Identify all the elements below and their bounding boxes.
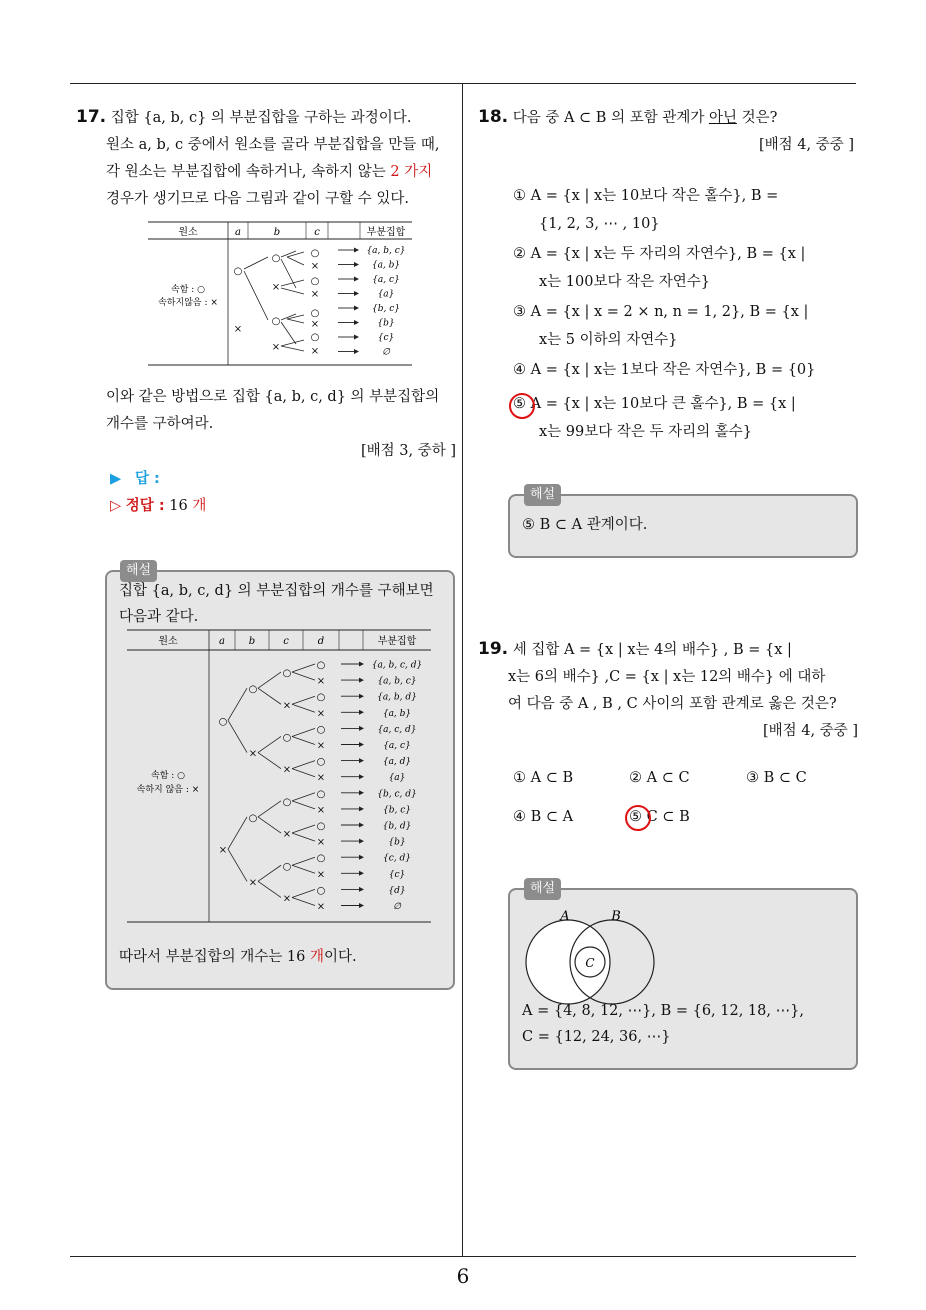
q17-header-a: a: [235, 227, 241, 238]
sol-arrowhead: [359, 774, 364, 779]
sol-arrowhead: [359, 823, 364, 828]
sol-tree-branch: [292, 833, 315, 841]
q19-sol-line1: A = {4, 8, 12, ⋯}, B = {6, 12, 18, ⋯},: [522, 1003, 804, 1019]
svg-text:×: ×: [271, 342, 281, 353]
svg-text:×: ×: [310, 261, 320, 272]
sol-arrowhead: [359, 839, 364, 844]
sol-tree-node: ○: [316, 885, 326, 897]
q18-stem: [478, 104, 854, 132]
sol-tree-branch: [292, 865, 315, 873]
sol-subset-label: {b, c, d}: [377, 789, 417, 800]
q19-choice-1: ① A ⊂ B: [513, 770, 574, 786]
sol-tree-node: ×: [248, 748, 258, 760]
q18-score: [배점 4, 중중 ]: [758, 137, 854, 153]
q17-legend-out: 속하지않음 : ×: [158, 298, 218, 308]
svg-text:○: ○: [310, 332, 320, 343]
q17-arrowhead: [354, 277, 359, 282]
sol-legend-in: 속함 : ○: [151, 771, 185, 781]
sol-tree-node: ○: [316, 756, 326, 768]
sol-tree-branch: [258, 817, 281, 833]
svg-text:×: ×: [310, 289, 320, 300]
sol-tree-branch: [292, 897, 315, 905]
sol-tree-branch: [292, 889, 315, 897]
sol-arrowhead: [359, 758, 364, 763]
sol-legend-out: 속하지 않음 : ×: [136, 785, 200, 795]
q17-header-subset: 부분집합: [366, 227, 406, 238]
sol-tree-branch: [292, 857, 315, 865]
q17-sol-end-b: 이다.: [323, 949, 357, 965]
q17-subset-label: {b, c}: [372, 304, 400, 314]
sol-arrowhead: [359, 694, 364, 699]
column-divider: [462, 84, 463, 1256]
sol-header-c: c: [283, 636, 289, 647]
q18-choice-1a: ① A = {x | x는 10보다 작은 홀수}, B =: [513, 188, 779, 204]
q19-solution-tag: 해설: [524, 878, 561, 900]
q17-subset-list: [366, 246, 405, 358]
svg-text:○: ○: [310, 308, 320, 319]
q17-line3-text: 각 원소는 부분집합에 속하거나, 속하지 않는: [106, 164, 391, 180]
sol-tree-branch: [258, 865, 281, 881]
q19-sol-line2: C = {12, 24, 36, ⋯}: [522, 1029, 671, 1045]
q17-subset-label: ∅: [382, 347, 390, 358]
sol-tree-node: ×: [316, 901, 326, 913]
q19-choice-2: ② A ⊂ C: [629, 770, 690, 786]
sol-tree-node: ○: [218, 716, 228, 728]
q17-sol-line1: 집합 {a, b, c, d} 의 부분집합의 개수를 구해보면: [119, 583, 434, 599]
q19-score: [배점 4, 중중 ]: [762, 723, 858, 739]
q18-stem-underline: 아닌: [708, 110, 737, 126]
q17-arrowhead: [354, 349, 359, 354]
sol-tree-node: ×: [218, 845, 228, 857]
sol-arrows: [341, 662, 364, 909]
svg-text:○: ○: [271, 316, 281, 327]
sol-subset-label: {c}: [388, 869, 406, 880]
q19-choice-3: ③ B ⊂ C: [746, 770, 807, 786]
q17-tree-nodes: [234, 248, 320, 357]
q19-choice-4: ④ B ⊂ A: [513, 809, 574, 825]
q17-line1: [76, 104, 458, 132]
venn-label-b: B: [611, 909, 621, 924]
sol-tree-node: ×: [316, 869, 326, 881]
svg-text:×: ×: [233, 324, 243, 335]
q17-answer: [110, 466, 410, 520]
q18-choice-3b: x는 5 이하의 자연수}: [539, 332, 678, 348]
q17-arrowhead: [354, 335, 359, 340]
sol-tree-branch: [292, 801, 315, 809]
venn-label-c: C: [585, 956, 595, 970]
sol-tree-node: ○: [316, 724, 326, 736]
q17-number: 17.: [76, 107, 107, 127]
sol-tree-branch: [292, 736, 315, 744]
q19-stem-1: 세 집합 A = {x | x는 4의 배수} , B = {x |: [512, 642, 792, 658]
q17-sol-end-red: 개: [309, 949, 324, 965]
sol-arrowhead: [359, 662, 364, 667]
sol-arrowhead: [359, 742, 364, 747]
q17-body: [106, 384, 456, 465]
q17-line2: 원소 a, b, c 중에서 원소를 골라 부분집합을 만들 때,: [106, 137, 440, 153]
sol-tree-branch: [258, 881, 281, 897]
q19-choice-5: ⑤ C ⊂ B: [629, 809, 690, 825]
sol-subset-label: {a, b}: [382, 708, 412, 719]
sol-arrowhead: [359, 678, 364, 683]
sol-tree-branch: [228, 720, 247, 752]
sol-tree-node: ×: [316, 804, 326, 816]
q17-sol-line2: 다음과 같다.: [119, 609, 199, 625]
sol-subset-label: {a, b, d}: [377, 692, 417, 703]
svg-text:×: ×: [310, 346, 320, 357]
sol-tree-node: ×: [248, 877, 258, 889]
sol-tree-node: ○: [316, 788, 326, 800]
sol-tree-branch: [292, 769, 315, 777]
q17-header-b: b: [273, 227, 281, 238]
q18-stem-b: 것은?: [736, 110, 778, 126]
bottom-rule: [70, 1256, 856, 1257]
q19-line1: [478, 636, 858, 664]
q17-sol-conclusion: [119, 944, 449, 970]
q17-answer-label: 답 :: [134, 471, 160, 487]
sol-subset-label: {b, d}: [382, 821, 412, 832]
q19-number: 19.: [478, 639, 509, 659]
q17-answer-row: [110, 466, 410, 493]
q17-correct-label: 정답 :: [125, 498, 165, 514]
sol-subset-label: {b}: [388, 837, 406, 848]
q17-header-c: c: [314, 227, 320, 238]
sol-arrowhead: [359, 871, 364, 876]
sol-tree-node: ×: [282, 764, 292, 776]
sol-subset-label: {a, d}: [382, 757, 412, 768]
sol-tree-node: ○: [316, 853, 326, 865]
sol-tree-branch: [292, 825, 315, 833]
q17-correct-row: [110, 493, 410, 520]
q18-choices: [513, 182, 853, 446]
sol-tree-node: ○: [248, 684, 258, 696]
sol-tree-branch: [258, 801, 281, 817]
q17-subset-tree-table: [148, 220, 412, 368]
q17-subset-label: {c}: [377, 333, 395, 343]
sol-tree-branch: [228, 849, 247, 881]
svg-text:○: ○: [310, 248, 320, 259]
sol-tree-node: ○: [316, 692, 326, 704]
q17-subset-label: {a}: [377, 289, 395, 300]
sol-header-element: 원소: [158, 636, 178, 647]
sol-tree-branch: [258, 672, 281, 688]
sol-subset-label: {a, b, c}: [377, 676, 417, 687]
q17-subset-label: {a, b}: [371, 260, 401, 271]
sol-arrowhead: [359, 790, 364, 795]
sol-arrowhead: [359, 855, 364, 860]
q17-body-line2: 개수를 구하여라.: [106, 416, 214, 432]
q17-arrowhead: [354, 291, 359, 296]
q18-answer-circle-mark: [509, 393, 535, 419]
sol-subset-label: {c, d}: [383, 853, 411, 864]
sol-subset-list: [372, 661, 423, 913]
sol-arrowhead: [359, 903, 364, 908]
sol-tree-branch: [258, 688, 281, 704]
q17-solution-box: [105, 570, 455, 990]
sol-tree-branch: [292, 672, 315, 680]
top-rule: [70, 83, 856, 84]
sol-tree-node: ×: [316, 708, 326, 720]
sol-tree-node: ×: [282, 893, 292, 905]
svg-text:○: ○: [233, 266, 243, 277]
sol-tree-node: ○: [282, 861, 292, 873]
q17-body-line1: 이와 같은 방법으로 집합 {a, b, c, d} 의 부분집합의: [106, 389, 440, 405]
sol-subset-label: {a}: [388, 773, 406, 784]
sol-subset-label: {d}: [388, 885, 406, 896]
q18-number: 18.: [478, 107, 509, 127]
sol-tree-branch: [292, 704, 315, 712]
sol-tree-branch: [258, 736, 281, 752]
sol-arrowhead: [359, 710, 364, 715]
sol-tree-node: ×: [282, 829, 292, 841]
sol-tree-node: ×: [316, 772, 326, 784]
svg-text:○: ○: [271, 253, 281, 264]
q17-arrows: [338, 248, 359, 355]
venn-set-a: [526, 920, 610, 1004]
q17-subset-label: {b}: [377, 318, 395, 329]
sol-tree-branch: [292, 793, 315, 801]
q17-subset-label: {a, b, c}: [366, 246, 406, 256]
q17-arrowhead: [354, 320, 359, 325]
q19-stem-2: x는 6의 배수} ,C = {x | x는 12의 배수} 에 대하: [508, 669, 826, 685]
q18-choice-3a: ③ A = {x | x = 2 × n, n = 1, 2}, B = {x |: [513, 304, 809, 320]
sol-arrowhead: [359, 726, 364, 731]
q17-header-element: 원소: [178, 227, 198, 238]
q17-arrowhead: [354, 248, 359, 253]
q17-correct-unit: 개: [192, 498, 207, 514]
sol-subset-label: {b, c}: [383, 805, 411, 816]
sol-tree-node: ×: [316, 676, 326, 688]
q17-line3-red: 2 가지: [390, 164, 433, 180]
sol-header-subset: 부분집합: [377, 636, 417, 647]
q18-choice-5a: ⑤ A = {x | x는 10보다 큰 홀수}, B = {x |: [513, 396, 796, 412]
sol-tree-branches: [219, 660, 326, 913]
q18-choice-5b: x는 99보다 작은 두 자리의 홀수}: [539, 424, 752, 440]
sol-tree-node: ○: [316, 660, 326, 671]
sol-arrowhead: [359, 887, 364, 892]
sol-tree-branch: [228, 817, 247, 849]
q17-arrowhead: [354, 262, 359, 267]
q17-tree-branches: [244, 251, 304, 351]
sol-arrowhead: [359, 806, 364, 811]
sol-tree-branch: [292, 761, 315, 769]
sol-tree-node: ○: [316, 821, 326, 832]
answer-arrow-icon: ▶: [110, 471, 122, 487]
q17-arrowhead: [354, 306, 359, 311]
q18-solution-tag: 해설: [524, 484, 561, 506]
sol-tree-node: ×: [316, 837, 326, 849]
q18-stem-a: 다음 중 A ⊂ B 의 포함 관계가: [512, 110, 709, 126]
correct-triangle-icon: ▷: [110, 498, 122, 514]
q17-solution-tag: 해설: [120, 560, 157, 582]
q17-solution-tree-table: [127, 628, 435, 926]
question-18: [478, 104, 854, 159]
sol-tree-node: ×: [282, 700, 292, 712]
sol-subset-label: {a, c}: [383, 741, 411, 751]
q17-score: [배점 3, 중하 ]: [360, 443, 456, 459]
sol-tree-node: ○: [282, 796, 292, 808]
sol-header-b: b: [248, 636, 256, 647]
sol-tree-branch: [258, 753, 281, 769]
q17-line3: [76, 159, 458, 186]
sol-tree-node: ×: [316, 740, 326, 752]
q17-subset-label: {a, c}: [372, 275, 400, 285]
sol-tree-node: ○: [282, 732, 292, 744]
sol-tree-node: ○: [248, 812, 258, 824]
question-17: [76, 104, 458, 213]
q17-legend-in: 속함 : ○: [171, 285, 205, 295]
sol-tree-branch: [292, 696, 315, 704]
question-19: [478, 636, 858, 745]
q18-choice-2b: x는 100보다 작은 자연수}: [539, 274, 710, 290]
sol-tree-branch: [292, 664, 315, 672]
sol-subset-label: {a, c, d}: [377, 724, 417, 735]
q17-sol-end-a: 따라서 부분집합의 개수는 16: [119, 949, 310, 965]
svg-text:×: ×: [310, 319, 320, 330]
q18-choice-2a: ② A = {x | x는 두 자리의 자연수}, B = {x |: [513, 246, 806, 262]
venn-label-a: A: [560, 909, 570, 924]
q17-stem-1: 집합 {a, b, c} 의 부분집합을 구하는 과정이다.: [110, 110, 412, 126]
q19-solution-box: [508, 888, 858, 1070]
svg-text:○: ○: [310, 276, 320, 287]
q18-choice-1b: {1, 2, 3, ⋯ , 10}: [539, 216, 660, 232]
sol-subset-label: {a, b, c, d}: [371, 660, 423, 671]
svg-text:×: ×: [271, 282, 281, 293]
q18-choice-4: ④ A = {x | x는 1보다 작은 자연수}, B = {0}: [513, 362, 816, 378]
sol-header-d: d: [317, 636, 325, 647]
q17-line4: 경우가 생기므로 다음 그림과 같이 구할 수 있다.: [106, 191, 410, 207]
q18-solution-text: ⑤ B ⊂ A 관계이다.: [522, 517, 648, 533]
q19-venn-diagram: [520, 906, 670, 1006]
sol-tree-node: ○: [282, 668, 292, 680]
page-number: 6: [456, 1264, 470, 1288]
q19-answer-circle-mark: [625, 805, 651, 831]
q17-correct-value: 16: [169, 498, 193, 514]
q19-stem-3: 여 다음 중 A , B , C 사이의 포함 관계로 옳은 것은?: [508, 696, 837, 712]
sol-header-a: a: [219, 636, 225, 647]
sol-tree-branch: [228, 688, 247, 720]
sol-tree-branch: [292, 728, 315, 736]
sol-subset-label: ∅: [393, 902, 401, 912]
